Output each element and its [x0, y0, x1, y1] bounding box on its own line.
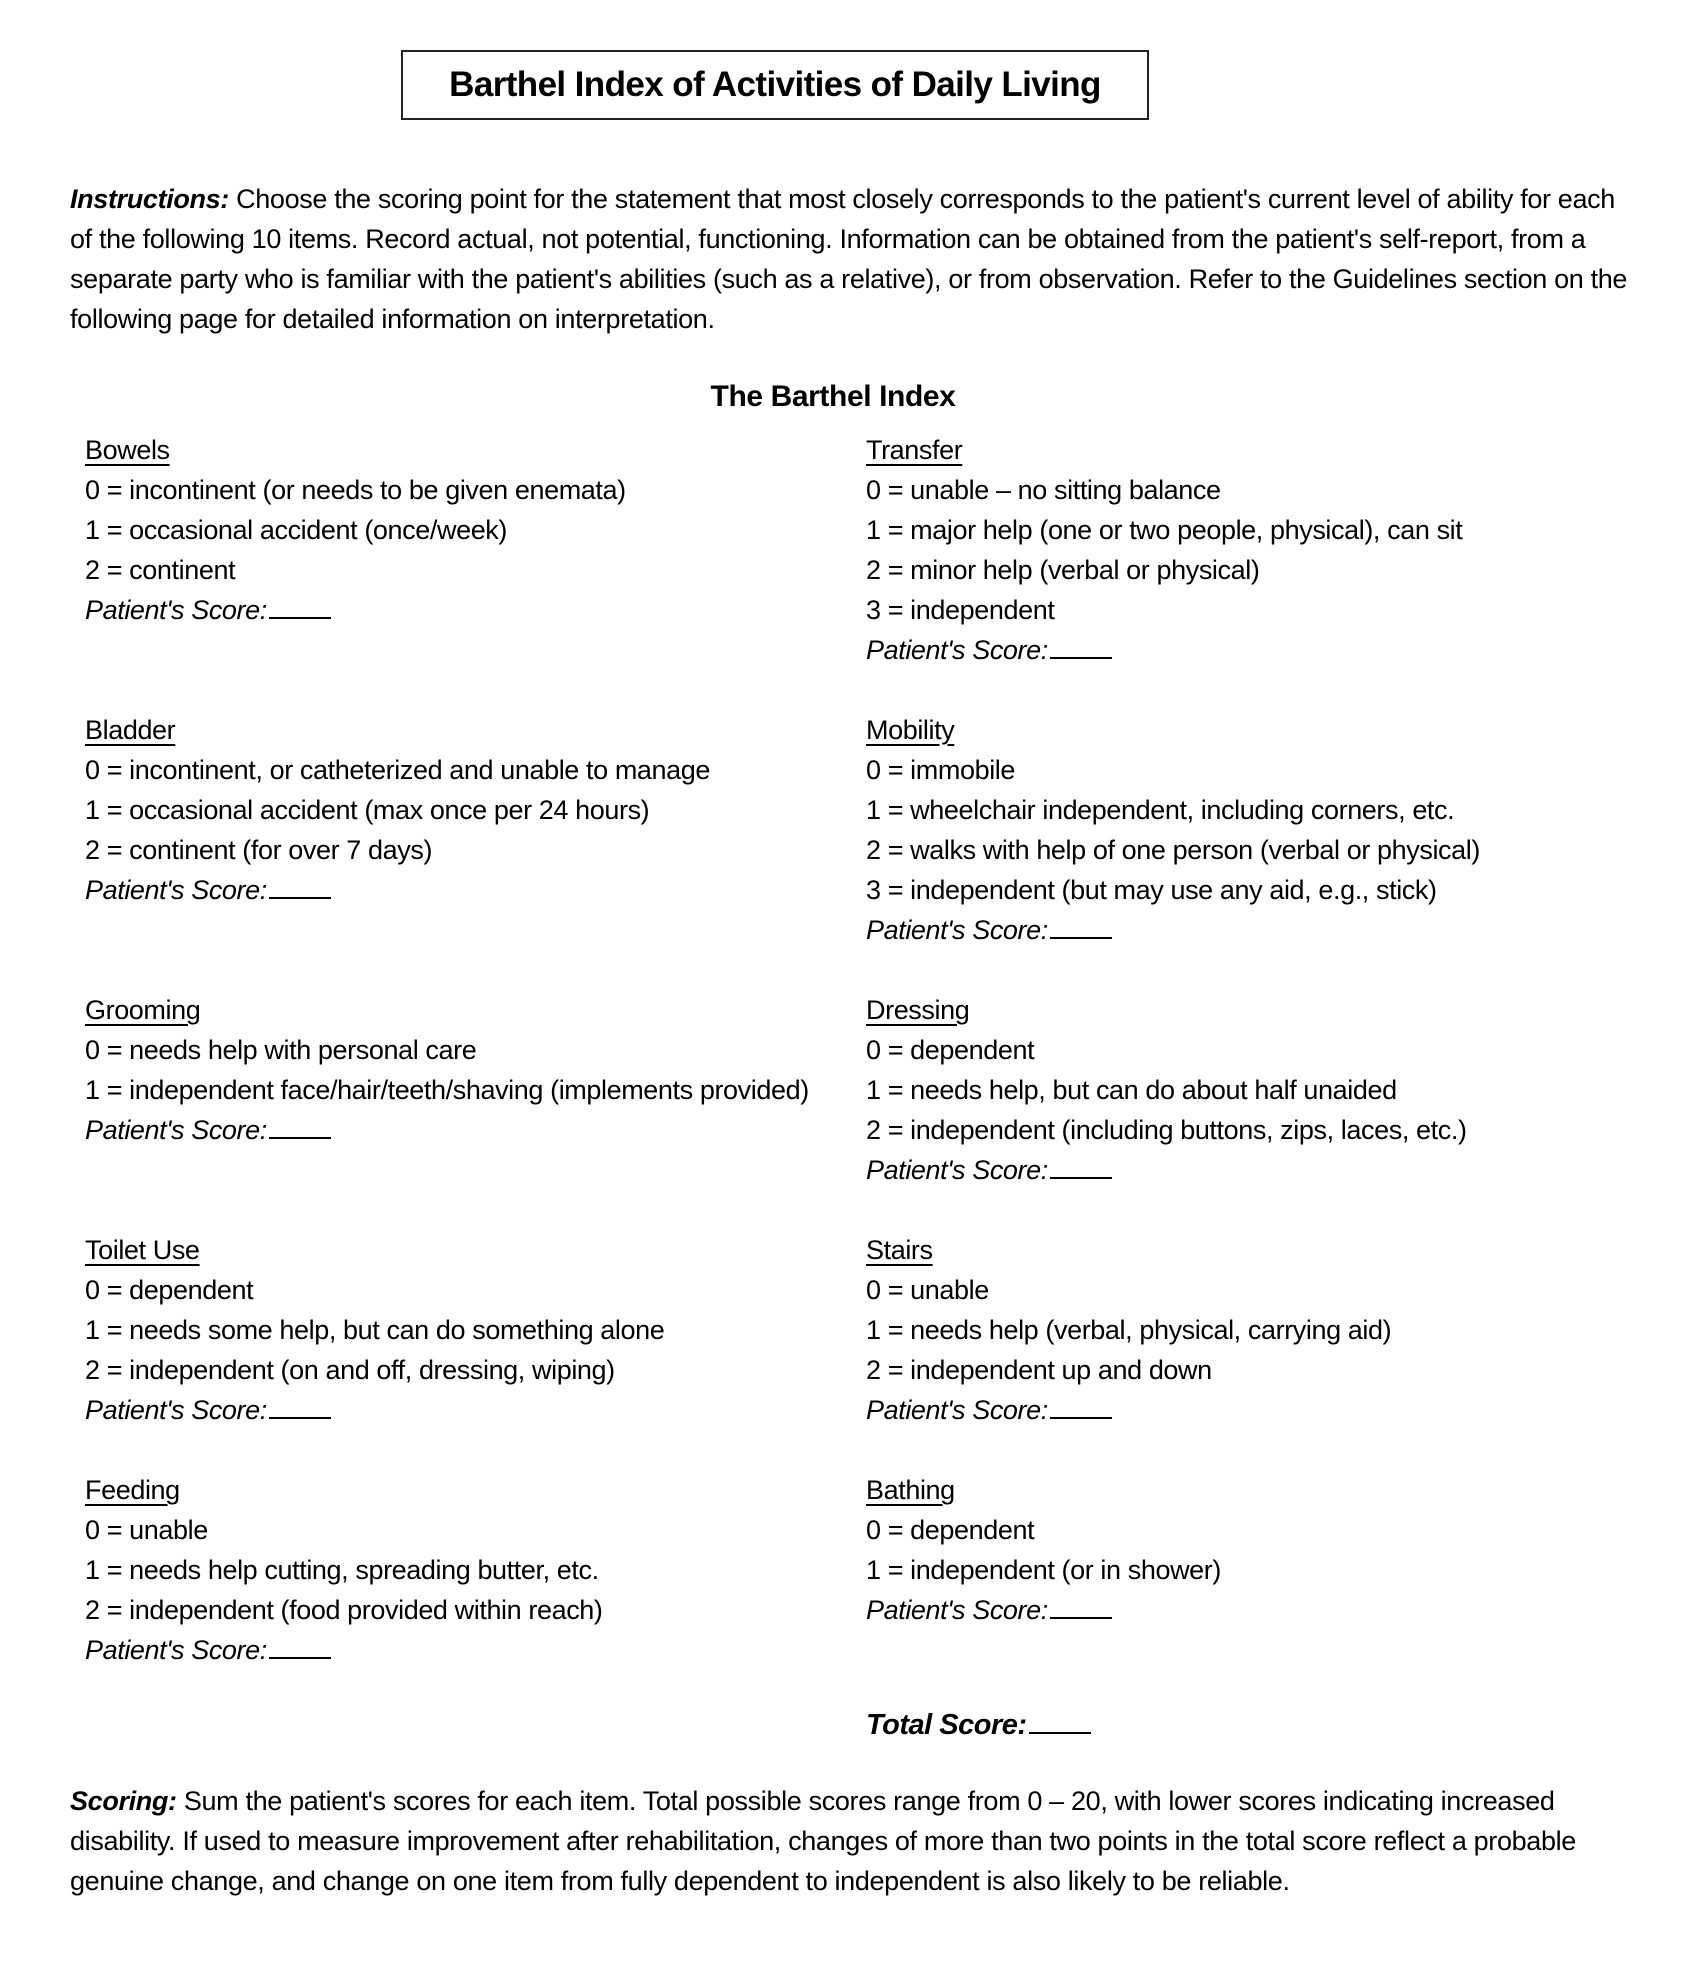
- option: 1 = wheelchair independent, including corners, etc.: [866, 795, 1455, 825]
- option: 0 = immobile: [866, 755, 1016, 785]
- score-blank-field[interactable]: [1050, 1395, 1112, 1419]
- option: 2 = independent (including buttons, zips, laces, etc.): [866, 1115, 1467, 1145]
- option: 0 = unable: [866, 1275, 989, 1305]
- option: 2 = independent (on and off, dressing, wiping): [85, 1355, 615, 1385]
- scoring-text: Sum the patient's scores for each item. Total possible scores range from 0 – 20, with lower scores indicating increased disability. If used to measure improvement after rehabilitation, changes of more than two points in the total score reflect a probable genuine change, and change on one item from fully dependent to independent is also likely to be reliable.: [70, 1786, 1576, 1896]
- item-grooming: [85, 990, 820, 1150]
- option: 2 = continent (for over 7 days): [85, 835, 433, 865]
- instructions-text: Choose the scoring point for the statement that most closely corresponds to the patient's current level of ability for each of the following 10 items. Record actual, not potential, functioning. Information can be obtained from the patient's self-report, from a separate party who is familiar with the patient's abilities (such as a relative), or from observation. Refer to the Guidelines section on the following page for detailed information on interpretation.: [70, 184, 1628, 334]
- option: 1 = independent (or in shower): [866, 1555, 1221, 1585]
- option: 0 = dependent: [85, 1275, 254, 1305]
- score-label: Patient's Score:: [866, 1395, 1048, 1425]
- option: 0 = unable – no sitting balance: [866, 475, 1221, 505]
- score-blank-field[interactable]: [269, 875, 331, 899]
- score-blank-field[interactable]: [269, 595, 331, 619]
- patient-score: [866, 1590, 1656, 1630]
- item-bowels: [85, 430, 845, 630]
- document-title: Barthel Index of Activities of Daily Living: [449, 65, 1101, 104]
- option: 0 = incontinent, or catheterized and unable to manage: [85, 755, 711, 785]
- score-blank-field[interactable]: [269, 1395, 331, 1419]
- patient-score: [866, 630, 1656, 670]
- scoring-paragraph: [70, 1781, 1630, 1901]
- score-label: Patient's Score:: [85, 1115, 267, 1145]
- item-title: Mobility: [866, 715, 955, 745]
- score-label: Patient's Score:: [85, 595, 267, 625]
- option: 3 = independent: [866, 595, 1055, 625]
- patient-score: [85, 1110, 820, 1150]
- item-mobility: [866, 710, 1656, 950]
- score-blank-field[interactable]: [269, 1635, 331, 1659]
- option: 0 = incontinent (or needs to be given enemata): [85, 475, 626, 505]
- item-stairs: [866, 1230, 1656, 1430]
- option: 2 = independent up and down: [866, 1355, 1212, 1385]
- option: 2 = minor help (verbal or physical): [866, 555, 1260, 585]
- item-title: Transfer: [866, 435, 963, 465]
- score-blank-field[interactable]: [269, 1115, 331, 1139]
- option: 0 = dependent: [866, 1515, 1035, 1545]
- item-title: Bladder: [85, 715, 176, 745]
- option: 0 = needs help with personal care: [85, 1035, 477, 1065]
- item-title: Dressing: [866, 995, 970, 1025]
- scoring-label: Scoring:: [70, 1786, 177, 1816]
- instructions-paragraph: [70, 179, 1630, 339]
- option: 2 = walks with help of one person (verbal or physical): [866, 835, 1480, 865]
- index-subheading: [0, 380, 1696, 414]
- item-bladder: [85, 710, 845, 910]
- item-title: Bowels: [85, 435, 170, 465]
- option: 1 = major help (one or two people, physical), can sit: [866, 515, 1463, 545]
- option: 1 = needs some help, but can do something alone: [85, 1315, 665, 1345]
- patient-score: [85, 1390, 845, 1430]
- option: 1 = needs help cutting, spreading butter, etc.: [85, 1555, 599, 1585]
- option: 1 = occasional accident (once/week): [85, 515, 507, 545]
- option: 1 = occasional accident (max once per 24 hours): [85, 795, 650, 825]
- patient-score: [866, 1390, 1656, 1430]
- patient-score: [85, 1630, 845, 1670]
- option: 0 = dependent: [866, 1035, 1035, 1065]
- score-label: Patient's Score:: [866, 915, 1048, 945]
- score-label: Patient's Score:: [85, 1395, 267, 1425]
- option: 0 = unable: [85, 1515, 208, 1545]
- patient-score: [85, 590, 845, 630]
- patient-score: [85, 870, 845, 910]
- item-bathing: [866, 1470, 1656, 1630]
- score-blank-field[interactable]: [1050, 915, 1112, 939]
- item-title: Grooming: [85, 995, 201, 1025]
- score-label: Patient's Score:: [866, 1595, 1048, 1625]
- item-toilet-use: [85, 1230, 845, 1430]
- instructions-label: Instructions:: [70, 184, 229, 214]
- option: 2 = independent (food provided within reach): [85, 1595, 603, 1625]
- title-box: [401, 50, 1149, 120]
- score-label: Patient's Score:: [85, 875, 267, 905]
- item-feeding: [85, 1470, 845, 1670]
- option: 1 = needs help, but can do about half unaided: [866, 1075, 1397, 1105]
- item-title: Bathing: [866, 1475, 955, 1505]
- option: 2 = continent: [85, 555, 236, 585]
- score-label: Patient's Score:: [866, 635, 1048, 665]
- score-label: Patient's Score:: [866, 1155, 1048, 1185]
- patient-score: [866, 910, 1656, 950]
- option: 1 = independent face/hair/teeth/shaving (implements provided): [85, 1075, 809, 1105]
- total-score-blank-field[interactable]: [1029, 1710, 1091, 1734]
- patient-score: [866, 1150, 1656, 1190]
- option: 1 = needs help (verbal, physical, carrying aid): [866, 1315, 1392, 1345]
- item-dressing: [866, 990, 1656, 1190]
- item-title: Feeding: [85, 1475, 180, 1505]
- score-label: Patient's Score:: [85, 1635, 267, 1665]
- score-blank-field[interactable]: [1050, 1595, 1112, 1619]
- item-title: Stairs: [866, 1235, 933, 1265]
- option: 3 = independent (but may use any aid, e.g., stick): [866, 875, 1437, 905]
- total-score-label: Total Score:: [866, 1709, 1027, 1741]
- subheading-text: The Barthel Index: [710, 380, 956, 413]
- item-transfer: [866, 430, 1656, 670]
- total-score: [866, 1709, 1091, 1742]
- score-blank-field[interactable]: [1050, 635, 1112, 659]
- item-title: Toilet Use: [85, 1235, 200, 1265]
- score-blank-field[interactable]: [1050, 1155, 1112, 1179]
